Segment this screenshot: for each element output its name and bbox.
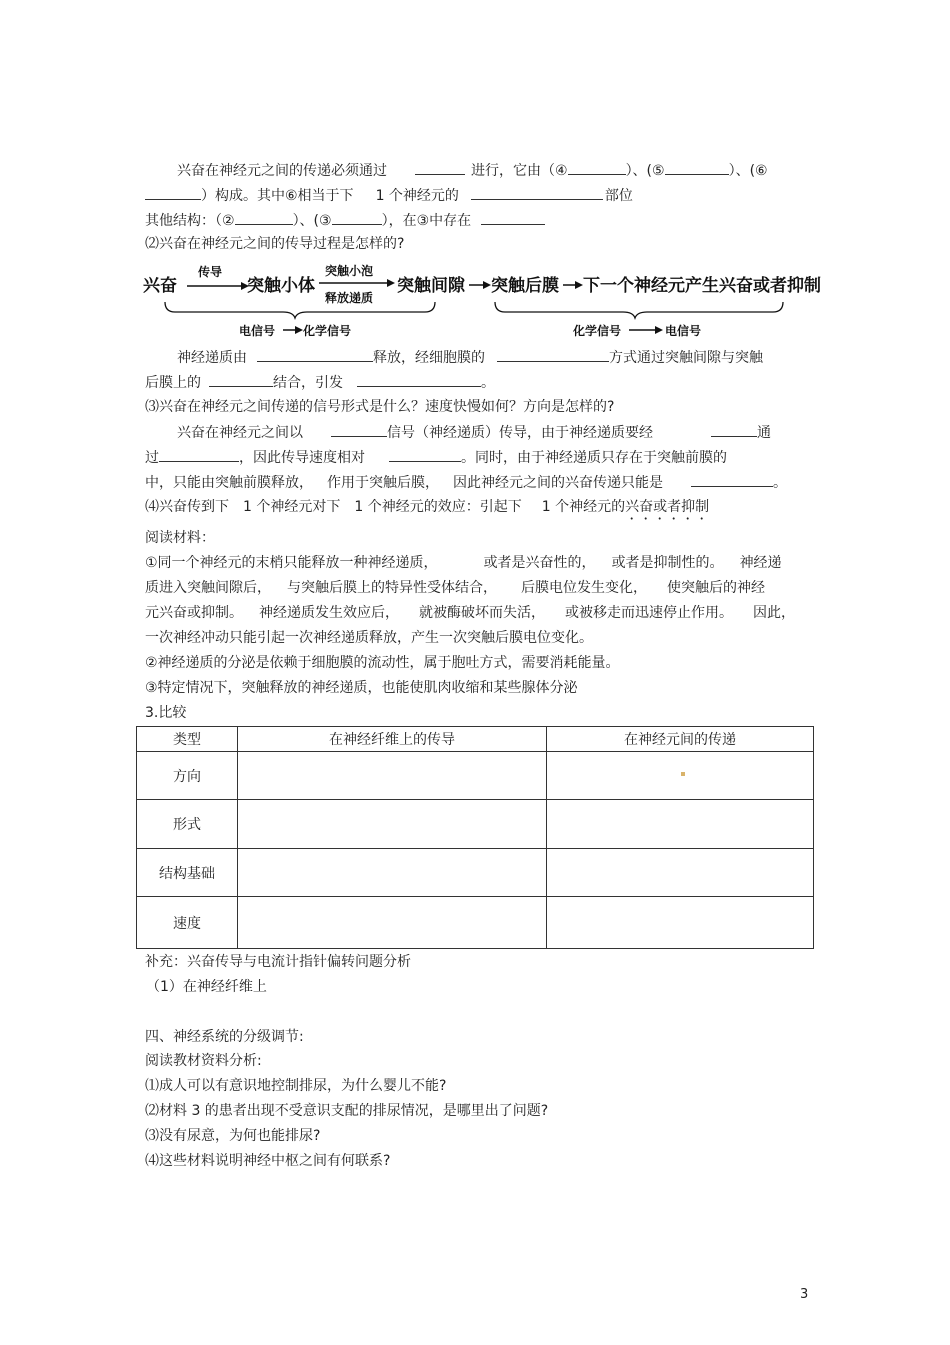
table-cell[interactable] bbox=[238, 800, 547, 849]
reading-line-3: 元兴奋或抑制。 神经递质发生效应后， 就被酶破坏而失活， 或被移走而迅速停止作用。 因此， bbox=[145, 605, 795, 621]
question-2: ⑵兴奋在神经元之间的传导过程是怎样的? bbox=[145, 236, 405, 252]
comparison-table bbox=[136, 726, 814, 949]
row-label: 速度 bbox=[137, 897, 238, 949]
row-label: 方向 bbox=[137, 752, 238, 800]
section4-question-2: ⑵材料 3 的患者出现不受意识支配的排尿情况，是哪里出了问题? bbox=[145, 1103, 549, 1119]
section4-question-4: ⑷这些材料说明神经中枢之间有何联系? bbox=[145, 1153, 391, 1169]
reading-line-6: ③特定情况下，突触释放的神经递质，也能使肌肉收缩和某些腺体分泌 bbox=[145, 680, 578, 696]
reading-line-1: ①同一个神经元的末梢只能释放一种神经递质， 或者是兴奋性的， 或者是抑制性的。 神经递 bbox=[145, 555, 782, 571]
transmission-flow-diagram bbox=[143, 262, 843, 344]
table-cell[interactable] bbox=[547, 800, 814, 849]
section4-title: 四、神经系统的分级调节: bbox=[145, 1029, 304, 1045]
flow-cleft: 突触间隙 bbox=[397, 276, 465, 296]
table-header-row bbox=[137, 727, 814, 752]
flow-vesicle-body: 突触小体 bbox=[247, 276, 315, 296]
row-label: 形式 bbox=[137, 800, 238, 849]
header-fiber: 在神经纤维上的传导 bbox=[238, 727, 547, 752]
flow-signal-left2: 化学信号 bbox=[303, 324, 352, 338]
supplement: 补充：兴奋传导与电流计指针偏转问题分析 bbox=[145, 954, 411, 970]
table-row bbox=[137, 897, 814, 949]
compare-title: 3.比较 bbox=[145, 705, 187, 721]
reading-line-2: 质进入突触间隙后， 与突触后膜上的特异性受体结合， 后膜电位发生变化， 使突触后的神经 bbox=[145, 580, 765, 596]
table-cell[interactable] bbox=[547, 897, 814, 949]
reading-line-5: ②神经递质的分泌是依赖于细胞膜的流动性，属于胞吐方式，需要消耗能量。 bbox=[145, 655, 620, 671]
para1-line2: ）构成。其中⑥相当于下 1 个神经元的 部位 bbox=[145, 185, 633, 205]
row-label: 结构基础 bbox=[137, 849, 238, 897]
header-type: 类型 bbox=[137, 727, 238, 752]
question-4: ⑷兴奋传到下 1 个神经元对下 1 个神经元的效应：引起下 1 个神经元的兴奋或者抑制 bbox=[145, 499, 710, 515]
para2-line2: 后膜上的 结合，引发 。 bbox=[145, 372, 495, 392]
flow-signal-right: 化学信号 bbox=[573, 324, 622, 338]
section4-intro: 阅读教材资料分析: bbox=[145, 1053, 262, 1069]
section4-question-1: ⑴成人可以有意识地控制排尿，为什么婴儿不能? bbox=[145, 1078, 447, 1094]
para1-line1: 兴奋在神经元之间的传递必须通过 进行，它由（④ ）、(⑤ ）、(⑥ bbox=[177, 160, 768, 180]
flow-signal-left: 电信号 bbox=[239, 324, 276, 338]
table-row bbox=[137, 849, 814, 897]
para3-line1: 兴奋在神经元之间以 信号（神经递质）传导，由于神经递质要经 通 bbox=[177, 422, 771, 442]
supplement-item-1: （1）在神经纤维上 bbox=[146, 979, 267, 995]
flow-start: 兴奋 bbox=[143, 276, 177, 296]
table-cell[interactable] bbox=[238, 849, 547, 897]
reading-line-4: 一次神经冲动只能引起一次神经递质释放，产生一次突触后膜电位变化。 bbox=[145, 630, 593, 646]
para1-line3: 其他结构：（② ）、(③ ），在③中存在 bbox=[145, 210, 545, 230]
question-3: ⑶兴奋在神经元之间传递的信号形式是什么？速度快慢如何？方向是怎样的? bbox=[145, 399, 615, 415]
flow-arrow2-bottom: 释放递质 bbox=[325, 291, 374, 305]
para2-line1: 神经递质由 释放，经细胞膜的 方式通过突触间隙与突触 bbox=[177, 347, 763, 367]
table-cell[interactable] bbox=[547, 752, 814, 800]
header-between-neurons: 在神经元间的传递 bbox=[547, 727, 814, 752]
para3-line3: 中，只能由突触前膜释放， 作用于突触后膜， 因此神经元之间的兴奋传递只能是 。 bbox=[145, 472, 787, 492]
flow-arrow2-top: 突触小泡 bbox=[325, 264, 374, 278]
table-cell[interactable] bbox=[238, 897, 547, 949]
table-row bbox=[137, 752, 814, 800]
table-cell[interactable] bbox=[547, 849, 814, 897]
para3-line2: 过 ，因此传导速度相对 。同时，由于神经递质只存在于突触前膜的 bbox=[145, 447, 727, 467]
table-row bbox=[137, 800, 814, 849]
flow-postsynaptic: 突触后膜 bbox=[491, 276, 559, 296]
page-number: 3 bbox=[800, 1287, 809, 1302]
flow-arrow1-label: 传导 bbox=[198, 265, 223, 279]
stray-mark bbox=[681, 772, 685, 776]
reading-title: 阅读材料： bbox=[145, 530, 215, 546]
table-cell[interactable] bbox=[238, 752, 547, 800]
flow-end: 下一个神经元产生兴奋或者抑制 bbox=[583, 276, 821, 296]
flow-signal-right2: 电信号 bbox=[665, 324, 702, 338]
section4-question-3: ⑶没有尿意，为何也能排尿? bbox=[145, 1128, 321, 1144]
